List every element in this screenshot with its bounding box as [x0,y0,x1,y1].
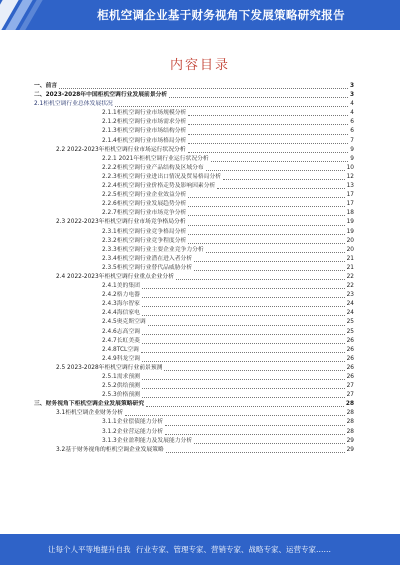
toc-entry-title: 3.1.3企业盈利能力及发展能力分析 [102,437,193,444]
toc-leader-dots [142,388,345,389]
toc-entry[interactable] [34,146,354,155]
toc-entry-title: 2.5.2供给预测 [102,383,140,390]
toc-entry-page: 9 [350,155,354,162]
toc-entry-page: 4 [350,110,354,117]
toc-entry-page: 26 [346,337,354,344]
footer-banner [0,534,400,565]
toc-entry-page: 25 [346,319,354,326]
toc-entry[interactable] [34,218,354,227]
toc-entry-page: 22 [346,273,354,280]
toc-leader-dots [59,88,348,89]
toc-entry-title: 3.1.1企业偿债能力分析 [102,419,164,426]
toc-leader-dots [188,115,348,116]
table-of-contents [34,82,354,455]
toc-entry-title: 3.1柜机空调企业财务分析 [56,410,124,417]
toc-leader-dots [142,343,345,344]
toc-entry[interactable] [34,309,354,318]
toc-entry[interactable] [34,173,354,182]
toc-entry-page: 26 [346,346,354,353]
toc-leader-dots [165,425,344,426]
toc-entry-title: 2.4.5奥克斯空调 [102,319,146,326]
toc-leader-dots [188,234,344,235]
toc-entry[interactable] [34,91,354,100]
toc-entry-title: 2.2.2柜机空调行业产品结构及区域分布 [102,164,204,171]
toc-entry-page: 27 [346,383,354,390]
toc-leader-dots [142,288,345,289]
toc-entry-title: 2.5.3价格预测 [102,392,140,399]
toc-entry-title: 2.2 2022-2023年柜机空调行业市场运行状况分析 [56,146,186,153]
toc-entry-title: 2.4.9科龙空调 [102,355,140,362]
toc-entry[interactable] [34,118,354,127]
toc-entry-page: 28 [346,410,354,417]
toc-entry-title: 2.4.4海信家电 [102,310,140,317]
toc-leader-dots [188,143,348,144]
toc-leader-dots [148,325,345,326]
toc-entry[interactable] [34,109,354,118]
toc-entry-title: 2.4.3海尔智家 [102,301,140,308]
toc-entry[interactable] [34,237,354,246]
toc-entry-page: 20 [346,246,354,253]
toc-entry[interactable] [34,291,354,300]
toc-entry-title: 2.3.1柜机空调行业竞争格局分析 [102,228,187,235]
toc-leader-dots [188,206,344,207]
toc-entry[interactable] [34,273,354,282]
toc-entry-page: 27 [346,392,354,399]
toc-entry-title: 3.1.2企业营运能力分析 [102,428,164,435]
toc-entry[interactable] [34,373,354,382]
toc-entry-title: 2.4.6志高空调 [102,328,140,335]
toc-entry-page: 28 [345,401,354,408]
toc-leader-dots [165,434,344,435]
toc-entry-page: 4 [350,101,354,108]
toc-entry[interactable] [34,346,354,355]
toc-leader-dots [188,215,344,216]
toc-leader-dots [142,306,345,307]
toc-leader-dots [125,415,344,416]
toc-leader-dots [223,179,345,180]
toc-leader-dots [146,406,344,407]
toc-entry[interactable] [34,127,354,136]
toc-entry-title: 2.5.1需求预测 [102,374,140,380]
toc-entry[interactable] [34,446,354,455]
toc-entry-page: 6 [350,128,354,135]
toc-entry[interactable] [34,164,354,173]
toc-entry-page: 7 [350,137,354,144]
toc-entry[interactable] [34,337,354,346]
toc-entry-page: 28 [346,428,354,435]
toc-entry-page: 26 [346,364,354,371]
toc-leader-dots [194,270,344,271]
toc-entry[interactable] [34,382,354,391]
toc-leader-dots [142,315,345,316]
toc-entry-page: 21 [346,255,354,262]
toc-entry-title: 三、财务视角下柜机空调企业发展策略研究 [34,401,145,408]
toc-entry[interactable] [34,428,354,437]
toc-entry-title: 2.4.2格力电器 [102,292,140,299]
toc-entry[interactable] [34,318,354,327]
toc-entry-title: 2.1.1柜机空调行业市场规模分析 [102,110,187,117]
toc-entry[interactable] [34,418,354,427]
toc-leader-dots [164,370,344,371]
toc-entry[interactable] [34,255,354,264]
toc-entry-page: 3 [349,83,354,89]
toc-entry[interactable] [34,82,354,91]
toc-leader-dots [141,352,345,353]
toc-leader-dots [169,97,348,98]
toc-entry-title: 2.2.5柜机空调行业企业效益分析 [102,192,187,199]
toc-entry-page: 24 [346,301,354,308]
toc-entry[interactable] [34,200,354,209]
toc-entry-page: 21 [346,264,354,271]
toc-leader-dots [188,124,348,125]
toc-entry-page: 26 [346,374,354,380]
toc-entry[interactable] [34,209,354,218]
toc-leader-dots [142,334,345,335]
toc-entry-page: 18 [346,210,354,217]
toc-entry-page: 6 [350,119,354,126]
toc-entry-title: 3.2基于财务视角的柜机空调企业发展策略 [56,446,164,453]
toc-entry[interactable] [34,182,354,191]
toc-leader-dots [115,106,349,107]
toc-leader-dots [188,243,344,244]
toc-entry[interactable] [34,355,354,364]
toc-entry[interactable] [34,155,354,164]
toc-leader-dots [211,161,349,162]
toc-leader-dots [188,197,344,198]
toc-entry-title: 2.1.4柜机空调行业市场格局分析 [102,137,187,144]
toc-leader-dots [194,261,344,262]
toc-heading: 内容目录 [169,58,230,73]
toc-leader-dots [206,170,345,171]
toc-entry[interactable] [34,246,354,255]
toc-entry-title: 2.5 2023-2028年柜机空调行业前景预测 [56,364,163,371]
toc-entry-title: 2.2.4柜机空调行业价格走势及影响因素分析 [102,183,216,190]
toc-entry[interactable] [34,391,354,400]
toc-entry-title: 2.3.4柜机空调行业潜在进入者分析 [102,255,193,262]
toc-leader-dots [194,443,344,444]
toc-entry-page: 28 [346,419,354,426]
toc-entry[interactable] [34,228,354,237]
toc-entry-title: 2.4.1美的集团 [102,283,140,290]
footer-experts: 行业专家、管理专家、营销专家、战略专家、运营专家…… [136,545,331,554]
toc-entry-page: 12 [346,173,354,180]
toc-leader-dots [217,188,344,189]
toc-entry[interactable] [34,437,354,446]
toc-entry-page: 3 [349,92,354,99]
toc-leader-dots [188,134,348,135]
toc-entry-title: 2.3.3柜机空调行业主要企业竞争力分析 [102,246,204,253]
toc-entry-title: 2.4.8TCL空调 [102,346,139,353]
toc-entry-title: 2.4.7长虹美菱 [102,337,140,344]
toc-entry[interactable] [34,409,354,418]
toc-entry-page: 13 [346,183,354,190]
toc-entry-title: 2.2.3柜机空调行业进出口情况及贸易格局分析 [102,173,222,180]
toc-entry[interactable] [34,300,354,309]
toc-entry[interactable] [34,328,354,337]
toc-entry-page: 24 [346,310,354,317]
toc-entry-page: 10 [346,164,354,171]
toc-entry-title: 2.3.5柜机空调行业替代品威胁分析 [102,264,193,271]
toc-leader-dots [188,152,349,153]
toc-entry-title: 2.3.2柜机空调行业竞争程度分析 [102,237,187,244]
toc-entry-title: 2.2.1 2021年柜机空调行业运行状况分析 [102,155,209,162]
toc-entry-title: 2.3 2022-2023年柜机空调行业市场竞争格局分析 [56,219,186,226]
toc-entry-page: 19 [346,228,354,235]
footer-slogan: 让每个人平等地提升自我 [48,545,131,554]
toc-entry-page: 29 [346,437,354,444]
toc-entry-page: 22 [346,283,354,290]
toc-leader-dots [176,279,345,280]
toc-leader-dots [166,452,345,453]
toc-entry-page: 17 [346,192,354,199]
toc-entry-page: 29 [346,446,354,453]
toc-entry-page: 17 [346,201,354,208]
toc-entry-title: 2.4 2022-2023年柜机空调行业重点企业分析 [56,273,175,280]
toc-entry-page: 9 [350,146,354,153]
toc-entry-page: 20 [346,237,354,244]
toc-leader-dots [142,379,345,380]
toc-entry[interactable] [34,400,354,409]
header-banner [0,0,400,30]
toc-entry-page: 19 [346,219,354,226]
toc-entry[interactable] [34,137,354,146]
toc-entry-page: 25 [346,328,354,335]
toc-entry-title: 2.1.3柜机空调行业市场结构分析 [102,128,187,135]
toc-leader-dots [142,297,345,298]
toc-entry[interactable] [34,364,354,373]
toc-entry-title: 2.1柜机空调行业总体发展状况 [34,101,113,108]
toc-leader-dots [142,361,345,362]
toc-entry-title: 二、2023-2028年中国柜机空调行业发展前景分析 [34,92,168,99]
toc-entry-page: 23 [346,292,354,299]
toc-entry-title: 2.2.6柜机空调行业发展趋势分析 [102,201,187,208]
document-title: 柜机空调企业基于财务视角下发展策略研究报告 [97,8,345,22]
toc-entry-title: 2.1.2柜机空调行业市场需求分析 [102,119,187,126]
toc-entry[interactable] [34,264,354,273]
toc-entry-page: 26 [346,355,354,362]
toc-entry[interactable] [34,100,354,109]
toc-leader-dots [188,225,345,226]
toc-entry-title: 一、前言 [34,83,58,89]
toc-leader-dots [206,252,345,253]
toc-entry-title: 2.2.7柜机空调行业市场竞争分析 [102,210,187,217]
toc-entry[interactable] [34,282,354,291]
toc-leader-dots [142,397,345,398]
toc-entry[interactable] [34,191,354,200]
